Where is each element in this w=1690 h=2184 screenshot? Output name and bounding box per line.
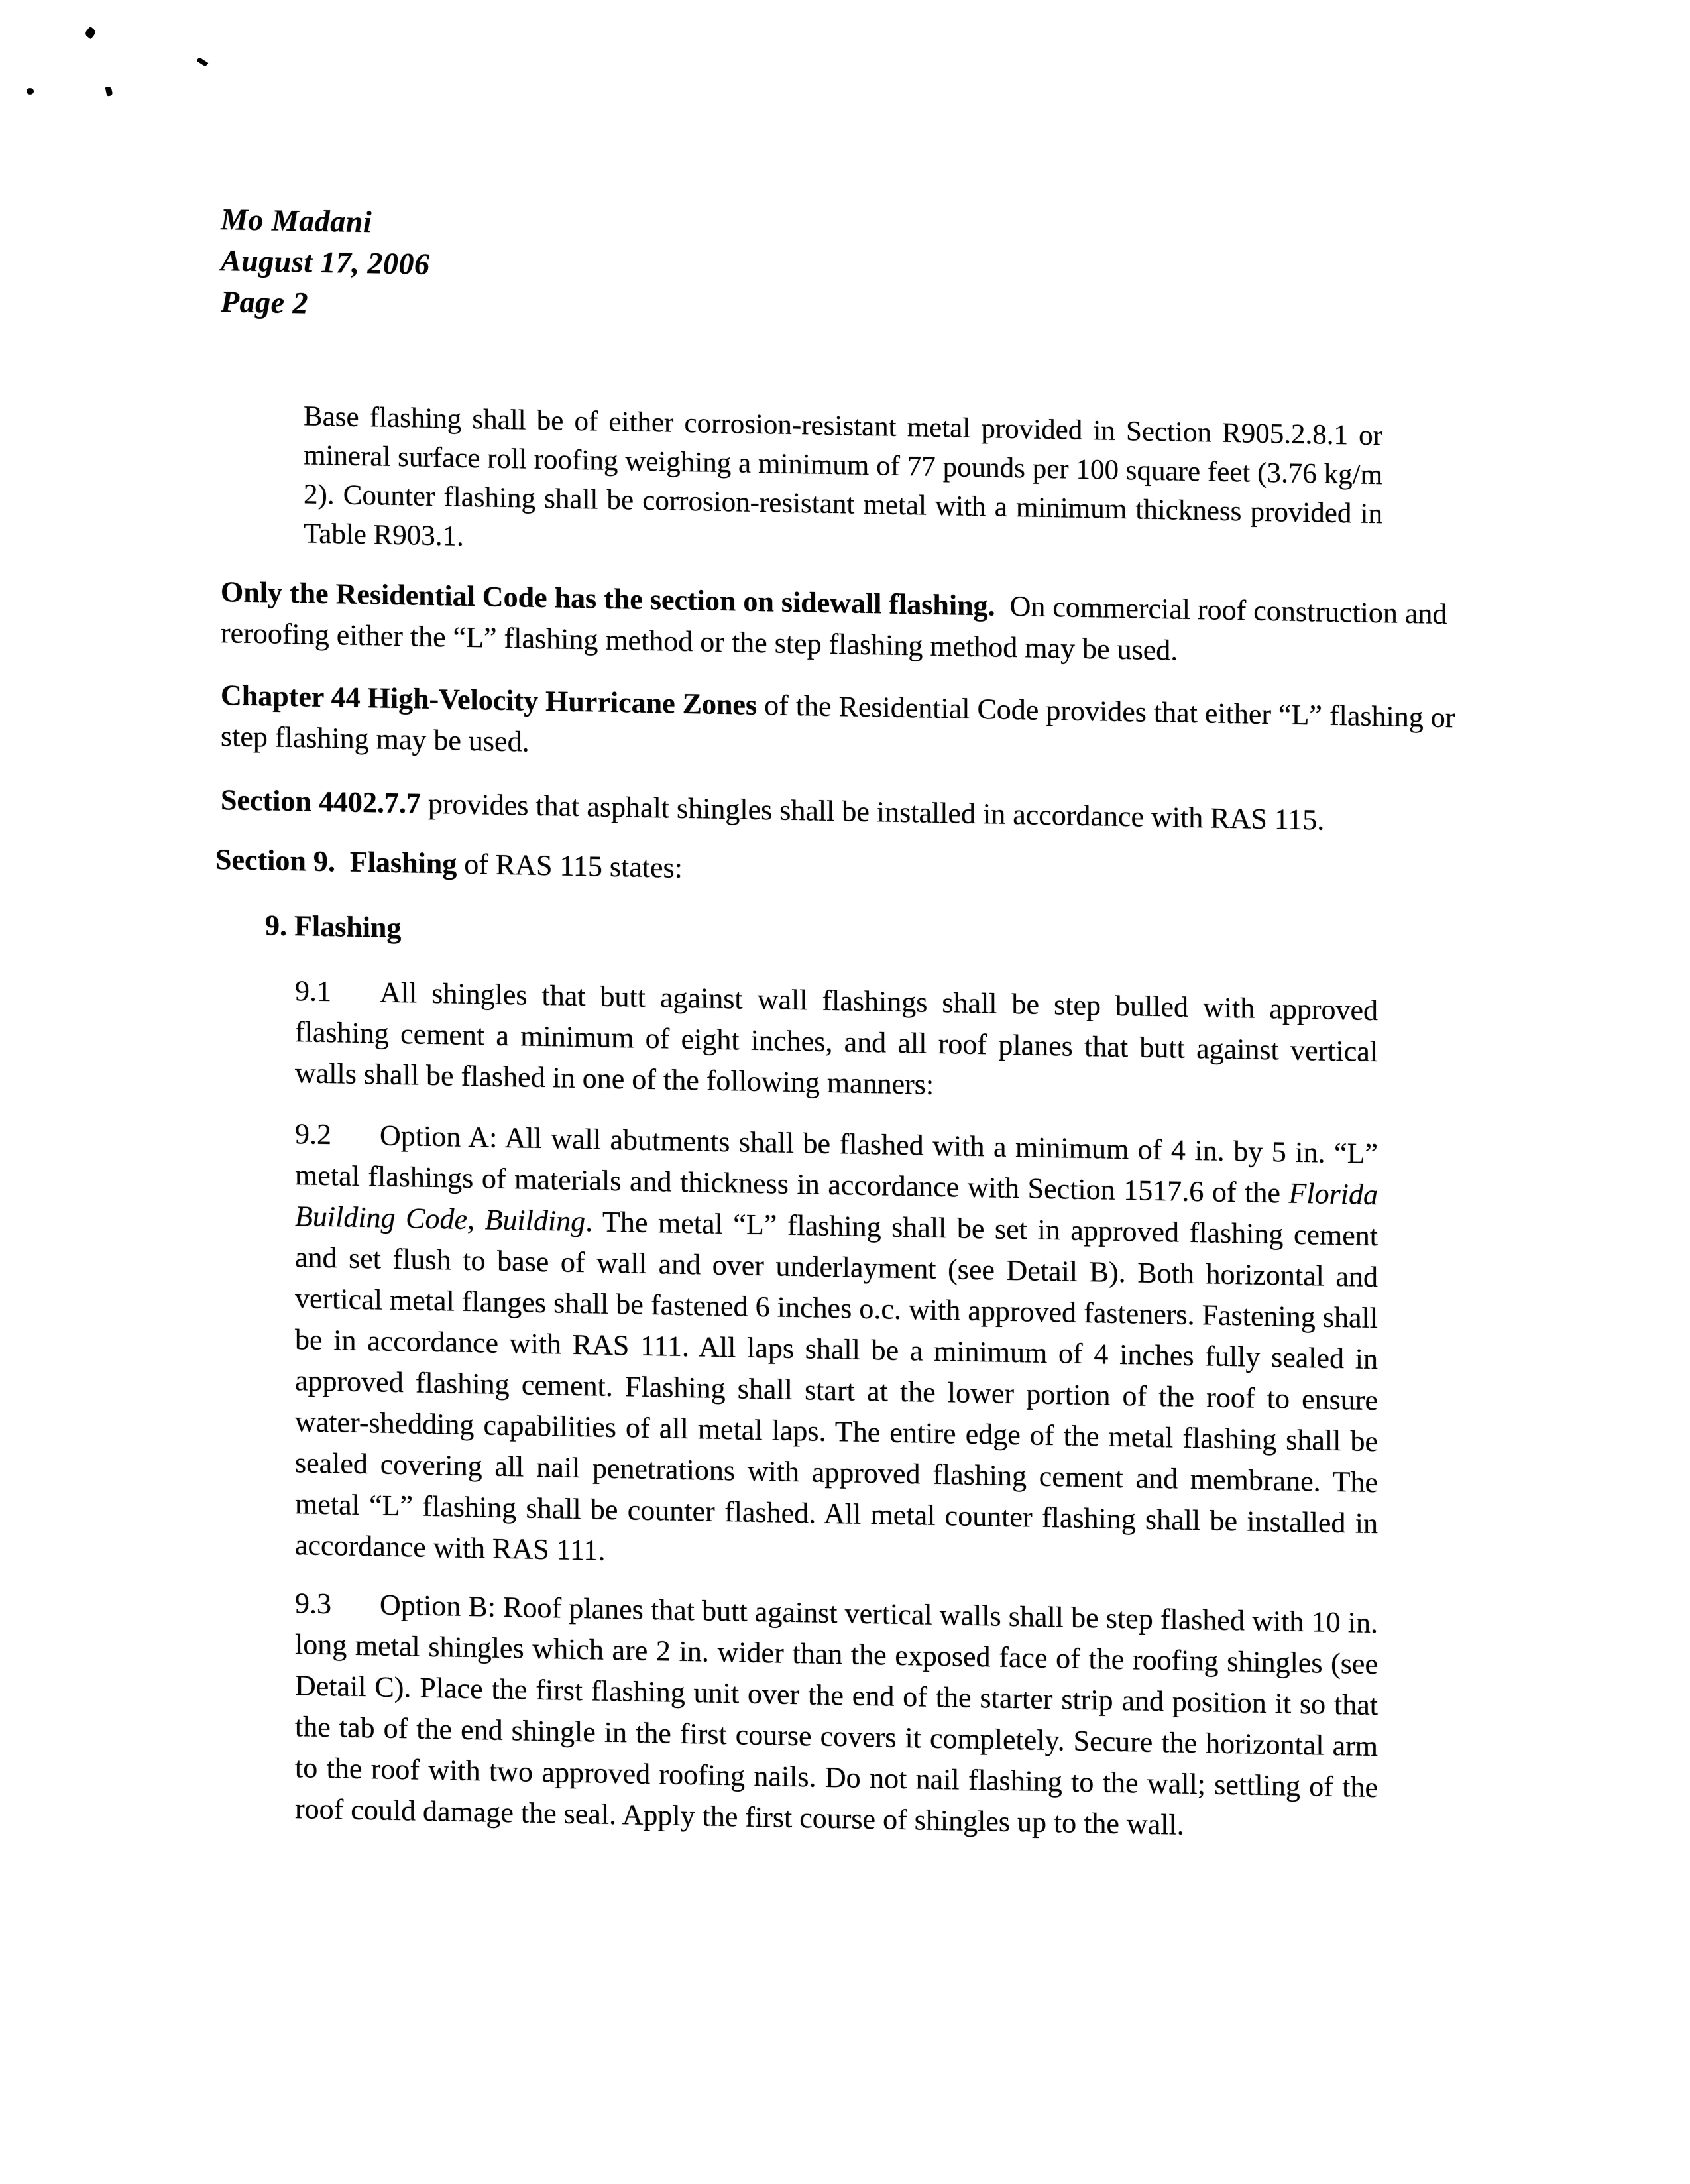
- item-9-2-text-after-italic: . The metal “L” flashing shall be set in approved flashing cement and set flush to base of wall and over underlayment (see Detail B). Both horizontal and vertical metal flanges shall be fastened 6 inches o.c. with approved fasteners. Fastening shall be in accordance with RAS 111. All laps shall be a minimum of 4 inches fully sealed in approved flashing cement. Flashing shall start at the lower portion of the roof to ensure water-shedding capabilities of all metal laps. The entire edge of the metal flashing shall be sealed covering all nail penetrations with approved flashing cement and membrane. The metal “L” flashing shall be counter flashed. All metal counter flashing shall be installed in accordance with RAS 111.: [295, 1205, 1378, 1567]
- item-9-2-number: 9.2: [295, 1118, 331, 1151]
- paragraph-section-4402: [221, 779, 1500, 844]
- paragraph-item-9-3: [295, 1583, 1378, 1849]
- header-author: Mo Madani: [221, 202, 372, 239]
- section-4402-bold-lead: Section 4402.7.7: [221, 783, 421, 820]
- item-9-1-text: All shingles that butt against wall flashings shall be step bulled with approved flashing cement a minimum of eight inches, and all roof planes that butt against vertical walls shall be flashed in one of the following manners:: [295, 976, 1378, 1101]
- header-page-label: Page 2: [221, 284, 309, 320]
- section-4402-rest: provides that asphalt shingles shall be installed in accordance with RAS 115.: [420, 787, 1325, 836]
- heading-9-flashing: 9. Flashing: [265, 909, 402, 945]
- sidewall-bold-lead: Only the Residential Code has the section on sidewall flashing.: [221, 575, 995, 622]
- item-9-3-text: Option B: Roof planes that butt against vertical walls shall be step flashed with 10 in. long metal shingles which are 2 in. wider than the exposed face of the roofing shingles (see Detail C). Place the first flashing unit over the end of the starter strip and position it so that the tab of the end shingle in the first course covers it completely. Secure the horizontal arm to the roof with two approved roofing nails. Do not nail flashing to the wall; settling of the roof could damage the seal. Apply the first course of shingles up to the wall.: [295, 1588, 1378, 1841]
- item-9-2-text-before-italic: Option A: All wall abutments shall be flashed with a minimum of 4 in. by 5 in. “L” metal flashings of materials and thickness in accordance with Section 1517.6 of the: [295, 1119, 1378, 1210]
- hurricane-bold-lead: Chapter 44 High-Velocity Hurricane Zones: [221, 679, 758, 721]
- item-9-3-number: 9.3: [295, 1587, 331, 1621]
- section-9-bold-lead: Section 9. Flashing: [215, 842, 457, 880]
- header-date: August 17, 2006: [221, 243, 430, 281]
- item-9-2-italic-title: Florida Building Code, Building: [295, 1177, 1378, 1238]
- item-9-1-number: 9.1: [295, 974, 331, 1008]
- paragraph-hurricane-zones: [221, 675, 1500, 780]
- paragraph-sidewall-flashing: [221, 571, 1500, 677]
- hurricane-rest: of the Residential Code provides that either “L” flashing or step flashing may be used.: [221, 688, 1455, 758]
- section-9-rest: of RAS 115 states:: [457, 847, 683, 884]
- paragraph-item-9-1: [295, 970, 1378, 1114]
- page-header: [221, 199, 1690, 349]
- sidewall-rest: On commercial roof construction and reroofing either the “L” flashing method or the step flashing method may be used.: [221, 589, 1447, 667]
- paragraph-section-9: [215, 839, 1690, 907]
- paragraph-item-9-2: [295, 1114, 1378, 1585]
- paragraph-base-flashing-quote: Base flashing shall be of either corrosion-resistant metal provided in Section R905.2.8.1 or mineral surface roll roofing weighing a minimum of 77 pounds per 100 square feet (3.76 kg/m 2). Counter flashing shall be corrosion-resistant metal with a minimum thickness provided in Table R903.1.: [304, 400, 1382, 552]
